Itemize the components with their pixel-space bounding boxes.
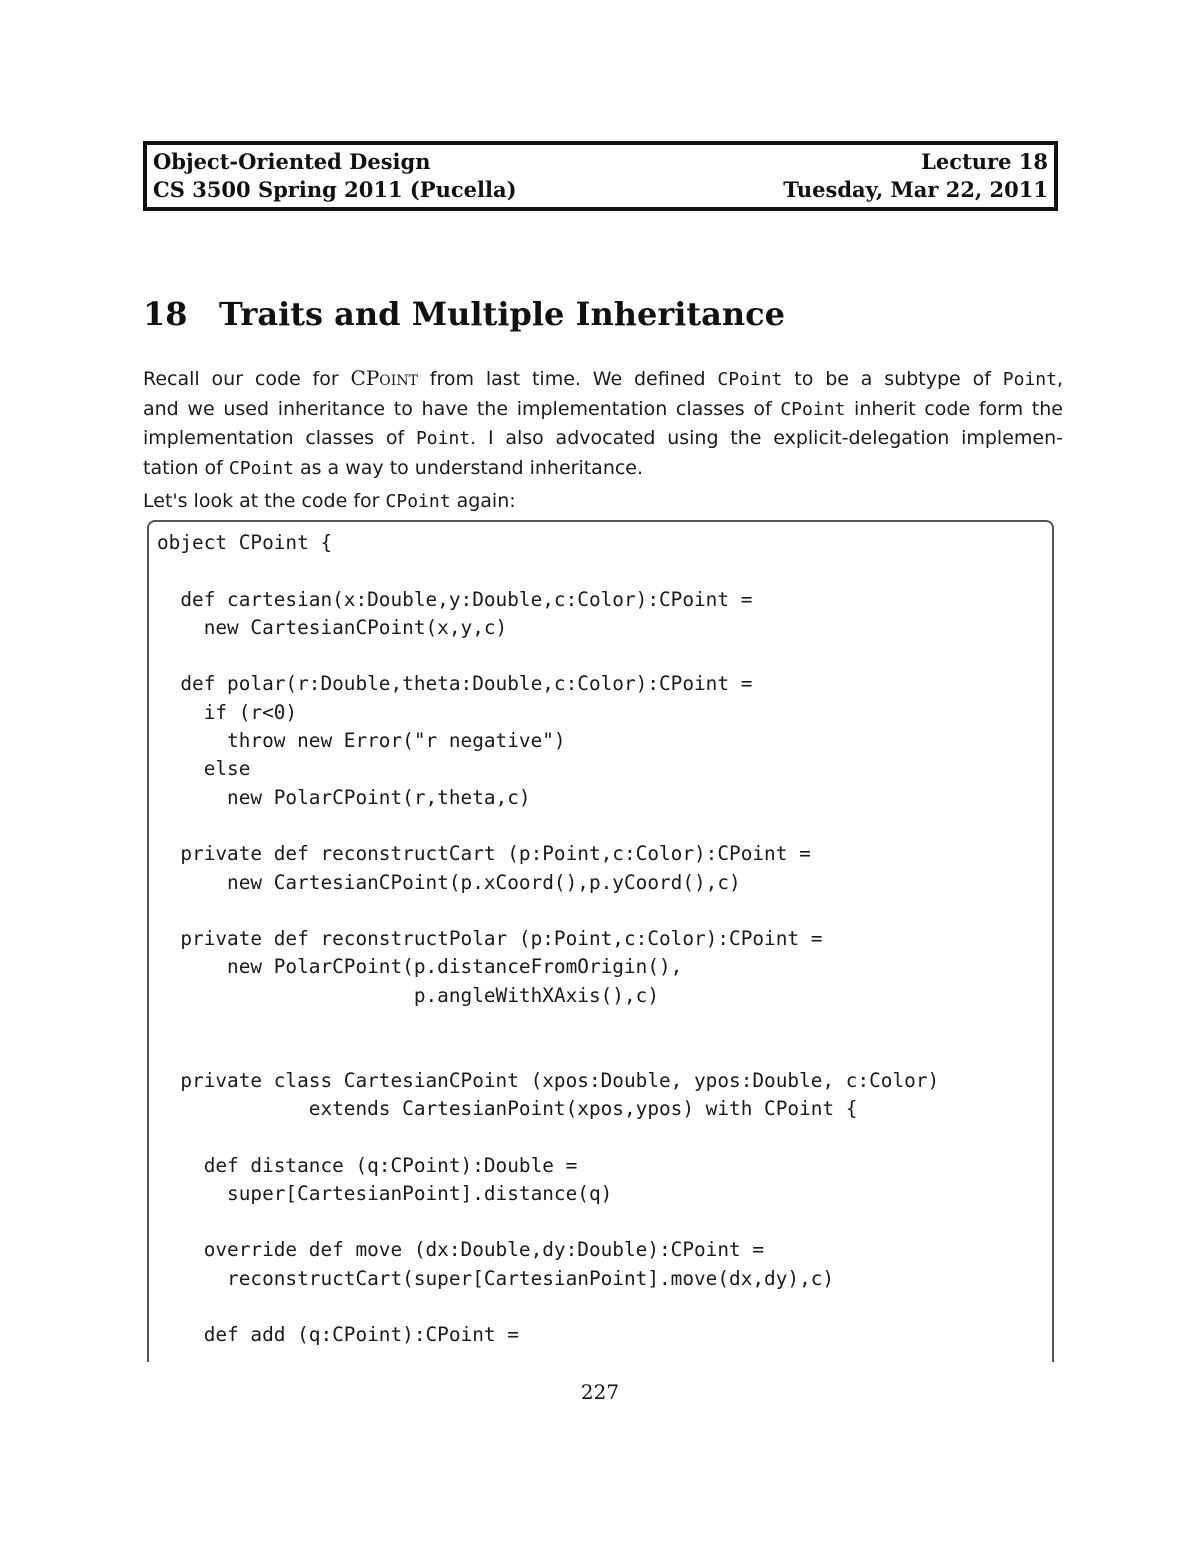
code-listing-box (147, 520, 1054, 1362)
page-number: 227 (580, 1380, 620, 1404)
intro-line-4: tation of CPoint as a way to understand inheritance. (143, 456, 644, 479)
lecture-number: Lecture 18 (921, 149, 1048, 174)
lead-in-paragraph (143, 487, 1063, 517)
header-row-1 (153, 148, 1048, 176)
code-listing: object CPoint { def cartesian(x:Double,y:Double,c:Color):CPoint = new CartesianCPoint(x,y,c) def polar(r:Double,theta:Double,c:Color):CPoint = if (r<0) throw new Error("r negative") else new PolarCPoint(r,theta,c) private def reconstructCart (p:Point,c:Color):CPoint = new CartesianCPoint(p.xCoord(),p.yCoord(),c) private def reconstructPolar (p:Point,c:Color):CPoint = new PolarCPoint(p.distanceFromOrigin(), p.angleWithXAxis(),c) private class CartesianCPoint (xpos:Double, ypos:Double, c:Color) extends CartesianPoint(xpos,ypos) with CPoint { def distance (q:CPoint):Double = super[CartesianPoint].distance(q) override def move (dx:Double,dy:Double):CPoint = reconstructCart(super[CartesianPoint].move(dx,dy),c) def add (q:CPoint):CPoint = (157, 531, 940, 1347)
lecture-date: Tuesday, Mar 22, 2011 (783, 177, 1048, 202)
intro-line-3: implementation classes of Point. I also advocated using the explicit-delegation implemen- (143, 427, 1063, 449)
intro-line-2: and we used inheritance to have the implementation classes of CPoint inherit code form the (143, 397, 1063, 420)
section-heading (143, 292, 785, 336)
course-title: Object-Oriented Design (153, 149, 431, 174)
intro-paragraph (143, 364, 1063, 483)
course-info: CS 3500 Spring 2011 (Pucella) (153, 177, 517, 202)
lecture-header-box (143, 141, 1058, 211)
section-number: 18 (143, 295, 188, 333)
header-row-2 (153, 176, 1048, 204)
section-title: Traits and Multiple Inheritance (219, 295, 785, 333)
lead-in-line: Let's look at the code for CPoint again: (143, 490, 516, 512)
intro-line-1: Recall our code for CPoint from last time. We defined CPoint to be a subtype of Point, (143, 366, 1064, 390)
